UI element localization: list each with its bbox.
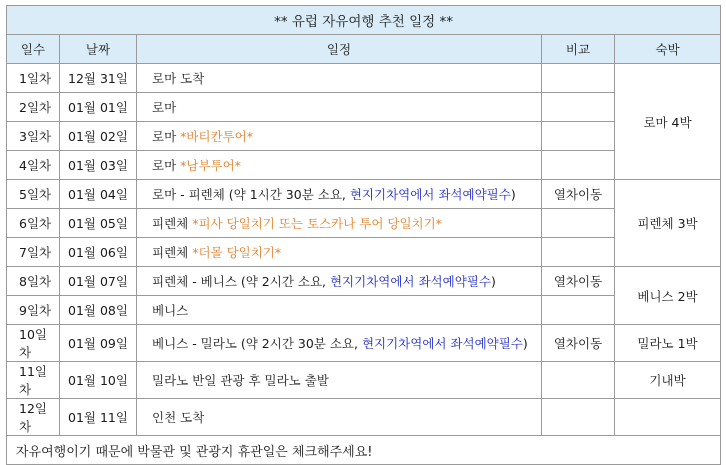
day-cell: 8일차	[7, 267, 60, 296]
note-cell	[542, 64, 615, 93]
table-row	[7, 93, 721, 122]
plan-cell	[137, 399, 542, 436]
date-cell: 01월 05일	[60, 209, 137, 238]
date-cell: 01월 10일	[60, 362, 137, 399]
note-cell	[542, 93, 615, 122]
date-cell: 01월 02일	[60, 122, 137, 151]
table-row	[7, 64, 721, 93]
plan-cell	[137, 122, 542, 151]
plan-text: 로마	[152, 100, 177, 115]
note-cell: 열차이동	[542, 180, 615, 209]
plan-cell	[137, 238, 542, 267]
plan-text: 로마 - 피렌체 (약 1시간 30분 소요,	[152, 187, 350, 202]
plan-text: 베니스 - 밀라노 (약 2시간 30분 소요,	[152, 336, 362, 351]
plan-tail: )	[522, 336, 528, 351]
plan-cell	[137, 325, 542, 362]
table-row	[7, 325, 721, 362]
footer-note: 자유여행이기 때문에 박물관 및 관광지 휴관일은 체크해주세요!	[7, 436, 721, 465]
day-cell: 12일차	[7, 399, 60, 436]
day-cell: 11일차	[7, 362, 60, 399]
date-cell: 01월 09일	[60, 325, 137, 362]
itinerary-table	[6, 5, 721, 465]
note-cell	[542, 399, 615, 436]
table-row	[7, 267, 721, 296]
table-row	[7, 362, 721, 399]
date-cell: 01월 11일	[60, 399, 137, 436]
plan-text: 로마	[152, 129, 181, 144]
table-row	[7, 296, 721, 325]
note-cell	[542, 151, 615, 180]
day-cell: 7일차	[7, 238, 60, 267]
plan-text: 로마 도착	[152, 71, 205, 86]
header-date: 날짜	[60, 35, 137, 64]
plan-text: 피렌체 - 베니스 (약 2시간 소요,	[152, 274, 330, 289]
day-cell: 5일차	[7, 180, 60, 209]
day-cell: 9일차	[7, 296, 60, 325]
header-plan: 일정	[137, 35, 542, 64]
table-row	[7, 122, 721, 151]
plan-text: 로마	[152, 158, 181, 173]
plan-text: 인천 도착	[152, 410, 205, 425]
note-cell: 열차이동	[542, 325, 615, 362]
date-cell: 12월 31일	[60, 64, 137, 93]
note-cell	[542, 122, 615, 151]
stay-cell-rome: 로마 4박	[615, 64, 721, 180]
plan-text: 베니스	[152, 303, 189, 318]
stay-cell-empty	[615, 399, 721, 436]
plan-cell	[137, 209, 542, 238]
header-note: 비교	[542, 35, 615, 64]
header-row	[7, 35, 721, 64]
footer-row	[7, 436, 721, 465]
note-cell	[542, 362, 615, 399]
day-cell: 10일차	[7, 325, 60, 362]
header-day: 일수	[7, 35, 60, 64]
header-stay: 숙박	[615, 35, 721, 64]
day-cell: 2일차	[7, 93, 60, 122]
plan-text: 밀라노 반일 관광 후 밀라노 출발	[152, 373, 329, 388]
date-cell: 01월 03일	[60, 151, 137, 180]
note-cell	[542, 238, 615, 267]
table-title: ** 유럽 자유여행 추천 일정 **	[7, 6, 721, 35]
plan-text: 피렌체	[152, 216, 193, 231]
day-cell: 1일차	[7, 64, 60, 93]
plan-cell	[137, 151, 542, 180]
note-cell: 열차이동	[542, 267, 615, 296]
table-row	[7, 399, 721, 436]
plan-tail: )	[510, 187, 516, 202]
plan-tail: )	[490, 274, 496, 289]
stay-cell-milan: 밀라노 1박	[615, 325, 721, 362]
plan-cell	[137, 267, 542, 296]
date-cell: 01월 04일	[60, 180, 137, 209]
title-row	[7, 6, 721, 35]
table-row	[7, 238, 721, 267]
plan-cell	[137, 296, 542, 325]
plan-cell	[137, 93, 542, 122]
optional-tour-text: *피사 당일치기 또는 토스카나 투어 당일치기*	[192, 216, 442, 231]
reservation-note: 현지기차역에서 좌석예약필수	[361, 336, 523, 351]
stay-cell-inflight: 기내박	[615, 362, 721, 399]
note-cell	[542, 296, 615, 325]
reservation-note: 현지기차역에서 좌석예약필수	[329, 274, 491, 289]
table-row	[7, 151, 721, 180]
date-cell: 01월 06일	[60, 238, 137, 267]
date-cell: 01월 01일	[60, 93, 137, 122]
plan-text: 피렌체	[152, 245, 193, 260]
plan-cell	[137, 64, 542, 93]
plan-cell	[137, 180, 542, 209]
day-cell: 6일차	[7, 209, 60, 238]
reservation-note: 현지기차역에서 좌석예약필수	[349, 187, 511, 202]
date-cell: 01월 08일	[60, 296, 137, 325]
stay-cell-florence: 피렌체 3박	[615, 180, 721, 267]
optional-tour-text: *더몰 당일치기*	[192, 245, 282, 260]
plan-cell	[137, 362, 542, 399]
note-cell	[542, 209, 615, 238]
optional-tour-text: *바티칸투어*	[180, 129, 254, 144]
day-cell: 3일차	[7, 122, 60, 151]
table-row	[7, 180, 721, 209]
table-row	[7, 209, 721, 238]
optional-tour-text: *남부투어*	[180, 158, 241, 173]
day-cell: 4일차	[7, 151, 60, 180]
stay-cell-venice: 베니스 2박	[615, 267, 721, 325]
date-cell: 01월 07일	[60, 267, 137, 296]
